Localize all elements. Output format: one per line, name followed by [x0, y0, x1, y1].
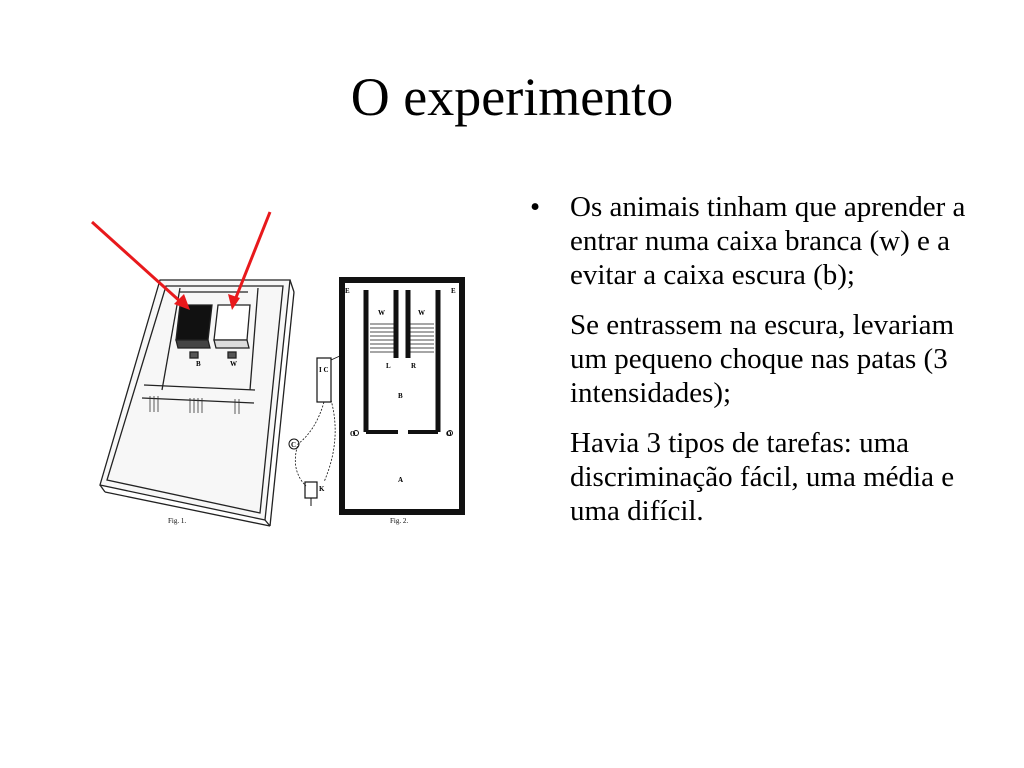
- fig2-label-l: L: [386, 362, 391, 370]
- fig2-label-k: K: [319, 485, 325, 493]
- fig2-label-b: B: [398, 392, 403, 400]
- fig2-label-o-left: O: [350, 430, 356, 438]
- fig2-caption: Fig. 2.: [390, 517, 409, 525]
- fig2-apparatus: [289, 280, 462, 512]
- fig1-label-b: B: [196, 360, 201, 368]
- fig2-label-c: C: [291, 441, 297, 449]
- fig2-label-ic: I C: [319, 366, 329, 374]
- bullet-paragraph-2: [530, 308, 970, 410]
- slide-title: O experimento: [350, 67, 674, 127]
- fig2-label-a: A: [398, 476, 404, 484]
- paragraph-text: Se entrassem na escura, levariam um pequeno choque nas patas (3 intensidades);: [570, 309, 955, 409]
- bullet-paragraph-1: [530, 190, 970, 292]
- fig1-caption: Fig. 1.: [168, 517, 187, 525]
- fig2-label-o-right: O: [446, 430, 452, 438]
- bullet-icon: •: [530, 191, 541, 223]
- fig2-label-e-right: E: [451, 287, 456, 295]
- bullet-list: [530, 190, 970, 544]
- fig2-label-r: R: [411, 362, 417, 370]
- fig1-label-w: W: [230, 360, 237, 368]
- paragraph-text: Os animais tinham que aprender a entrar numa caixa branca (w) e a evitar a caixa escura (b);: [570, 191, 966, 291]
- fig2-label-w-right: W: [418, 309, 425, 317]
- fig1-apparatus: [100, 280, 297, 526]
- paragraph-text: Havia 3 tipos de tarefas: uma discriminação fácil, uma média e uma difícil.: [570, 427, 955, 527]
- bullet-paragraph-3: [530, 426, 970, 528]
- apparatus-diagram: [80, 200, 500, 540]
- fig2-label-w-left: W: [378, 309, 385, 317]
- fig2-label-e-left: E: [345, 287, 350, 295]
